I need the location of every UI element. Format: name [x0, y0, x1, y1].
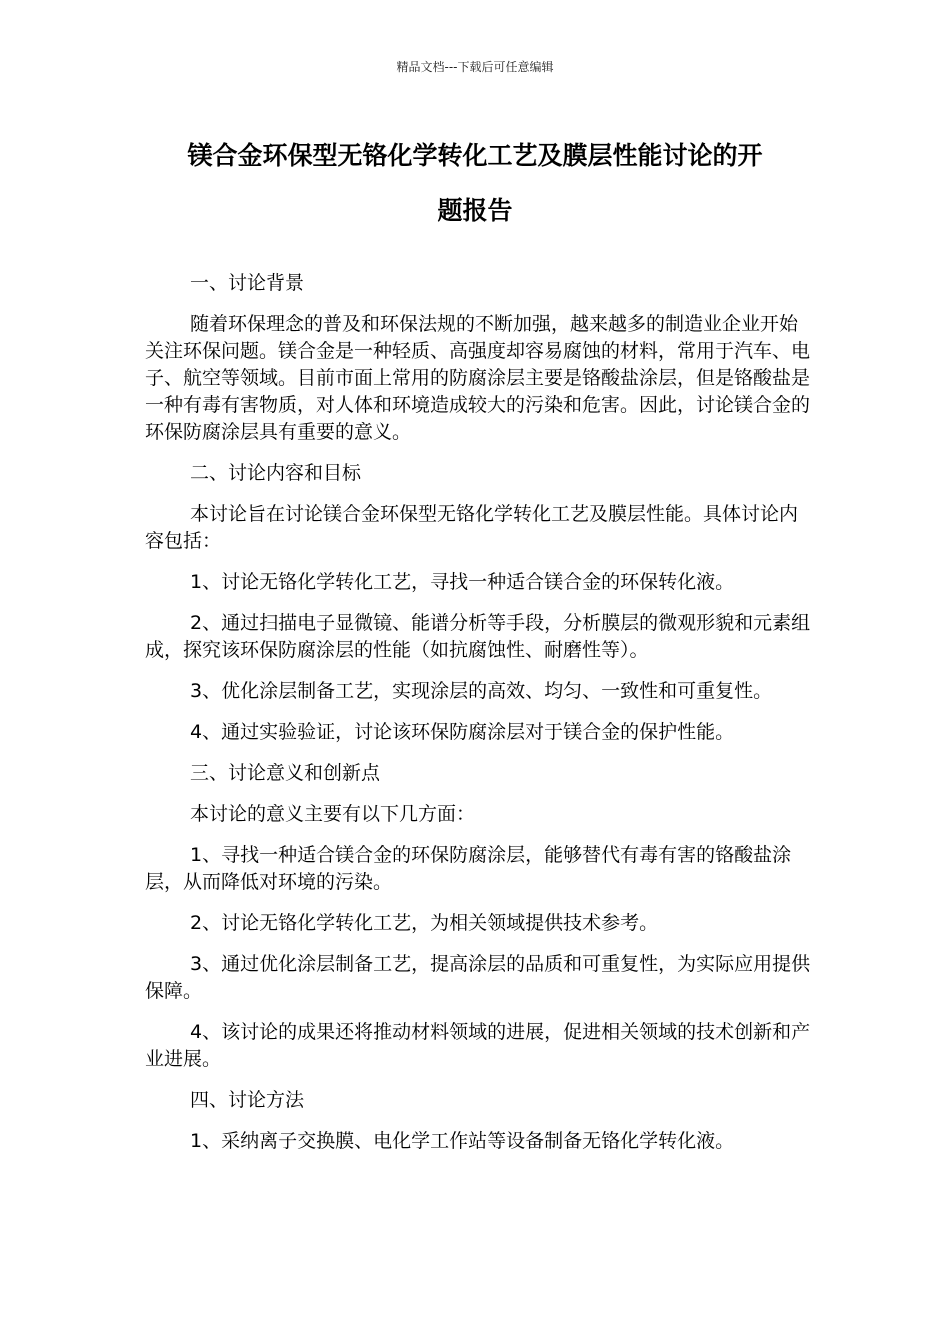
document-title-line-2: 题报告 — [437, 196, 513, 225]
paragraph-background: 随着环保理念的普及和环保法规的不断加强，越来越多的制造业企业开始关注环保问题。镁合金是一种轻质、高强度却容易腐蚀的材料，常用于汽车、电子、航空等领域。目前市面上常用的防腐涂层主要是铬酸盐涂层，但是铬酸盐是一种有毒有害物质，对人体和环境造成较大的污染和危害。因此，讨论镁合金的环保防腐涂层具有重要的意义。 — [145, 313, 811, 443]
paragraph-content-intro: 本讨论旨在讨论镁合金环保型无铬化学转化工艺及膜层性能。具体讨论内容包括： — [145, 503, 799, 552]
list-item-methods-1: 1、采纳离子交换膜、电化学工作站等设备制备无铬化学转化液。 — [190, 1130, 735, 1152]
list-item-content-1: 1、讨论无铬化学转化工艺，寻找一种适合镁合金的环保转化液。 — [190, 571, 735, 593]
list-item-content-2: 2、通过扫描电子显微镜、能谱分析等手段，分析膜层的微观形貌和元素组成，探究该环保防腐涂层的性能（如抗腐蚀性、耐磨性等）。 — [145, 612, 811, 661]
list-item-significance-1: 1、寻找一种适合镁合金的环保防腐涂层，能够替代有毒有害的铬酸盐涂层，从而降低对环境的污染。 — [145, 844, 792, 893]
paragraph-significance-intro: 本讨论的意义主要有以下几方面： — [190, 803, 476, 825]
section-heading-significance: 三、讨论意义和创新点 — [190, 762, 381, 784]
section-heading-content-goals: 二、讨论内容和目标 — [190, 462, 362, 484]
list-item-content-3: 3、优化涂层制备工艺，实现涂层的高效、均匀、一致性和可重复性。 — [190, 680, 773, 702]
list-item-significance-4: 4、该讨论的成果还将推动材料领域的进展，促进相关领域的技术创新和产业进展。 — [145, 1021, 811, 1070]
page-header-note: 精品文档---下载后可任意编辑 — [396, 60, 554, 74]
document-title-line-1: 镁合金环保型无铬化学转化工艺及膜层性能讨论的开 — [187, 141, 763, 170]
section-heading-methods: 四、讨论方法 — [190, 1089, 305, 1111]
list-item-content-4: 4、通过实验验证，讨论该环保防腐涂层对于镁合金的保护性能。 — [190, 721, 735, 743]
document-body — [145, 270, 815, 1169]
list-item-significance-3: 3、通过优化涂层制备工艺，提高涂层的品质和可重复性，为实际应用提供保障。 — [145, 953, 811, 1002]
section-heading-background: 一、讨论背景 — [190, 272, 305, 294]
list-item-significance-2: 2、讨论无铬化学转化工艺，为相关领域提供技术参考。 — [190, 912, 659, 934]
